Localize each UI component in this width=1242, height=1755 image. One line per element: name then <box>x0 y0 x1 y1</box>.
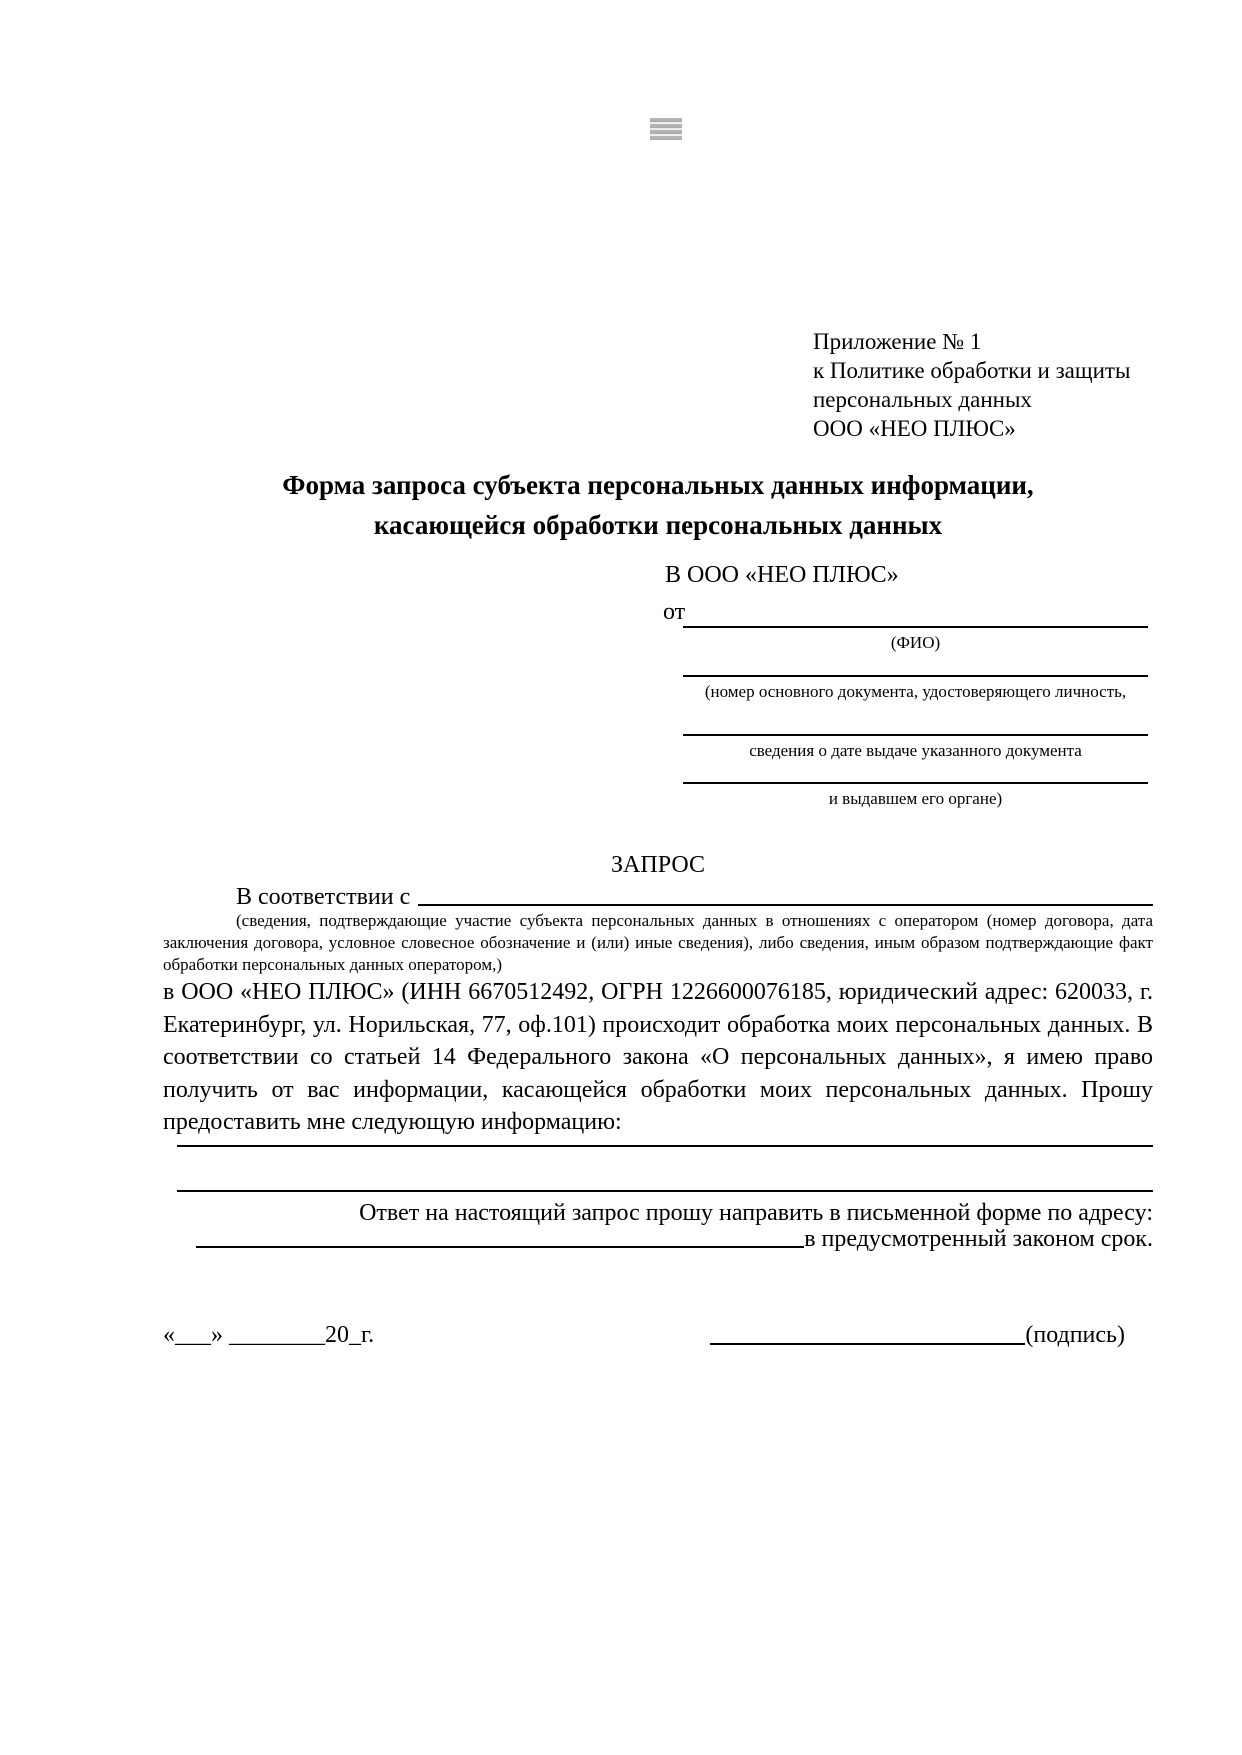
date-field: «___» ________20_г. <box>163 1321 375 1348</box>
note-text: (сведения, подтверждающие участие субъекта персональных данных в отношениях с оператором (номер договора, дата заключения договора, условное словесное обозначение и (или) иные сведения), либо сведения, иным образом подтверждающие факт обработки персональных данных оператором,) <box>163 911 1153 974</box>
issuing-authority-field-line <box>683 782 1148 784</box>
lead-row <box>163 884 1153 910</box>
issue-date-field-caption: сведения о дате выдаче указанного документа <box>749 741 1082 760</box>
address-row <box>163 1226 1153 1252</box>
signature-caption: (подпись) <box>1025 1321 1125 1348</box>
issue-date-field-line <box>683 734 1148 736</box>
appendix-line-4: ООО «НЕО ПЛЮС» <box>813 416 1016 441</box>
signature-block <box>163 1320 1153 1350</box>
lead-fill-line <box>418 904 1153 906</box>
info-blank-line-2 <box>177 1190 1153 1192</box>
address-fill-line <box>196 1246 804 1248</box>
signature-line <box>710 1343 1025 1345</box>
issue-date-field <box>683 734 1148 761</box>
fio-field <box>683 626 1148 653</box>
title-line-1: Форма запроса субъекта персональных данных информации, <box>282 470 1034 500</box>
issuing-authority-field <box>683 782 1148 809</box>
request-heading: ЗАПРОС <box>611 852 705 878</box>
recipient-org: В ООО «НЕО ПЛЮС» <box>665 562 899 588</box>
doc-number-field-line <box>683 675 1148 677</box>
lead-text: В соответствии с <box>236 884 411 910</box>
header-mark-image <box>650 118 682 140</box>
recipient-from-label: от <box>663 599 686 625</box>
deadline-text: в предусмотренный законом срок. <box>804 1225 1153 1252</box>
appendix-line-2: к Политике обработки и защиты <box>813 358 1131 383</box>
appendix-line-3: персональных данных <box>813 387 1032 412</box>
fio-field-caption: (ФИО) <box>890 633 941 652</box>
info-blank-line-1 <box>177 1145 1153 1147</box>
title-line-2: касающейся обработки персональных данных <box>373 510 943 540</box>
issuing-authority-field-caption: и выдавшем его органе) <box>828 789 1003 808</box>
doc-number-field-caption: (номер основного документа, удостоверяющего личность, <box>704 682 1127 701</box>
appendix-line-1: Приложение № 1 <box>813 329 982 354</box>
answer-instruction: Ответ на настоящий запрос прошу направить в письменной форме по адресу: <box>359 1199 1153 1226</box>
body-paragraph: в ООО «НЕО ПЛЮС» (ИНН 6670512492, ОГРН 1226600076185, юридический адрес: 620033, г. Екатеринбург, ул. Норильская, 77, оф.101) происходит обработка моих персональных данных. В соответствии со статьей 14 Федерального закона «О персональных данных», я имею право получить от вас информации, касающейся обработки моих персональных данных. Прошу предоставить мне следующую информацию: <box>163 979 1153 1135</box>
document-title <box>163 465 1153 545</box>
signature-group <box>710 1320 1125 1350</box>
doc-number-field <box>683 675 1148 702</box>
fio-field-line <box>683 626 1148 628</box>
appendix-block <box>813 327 1153 443</box>
